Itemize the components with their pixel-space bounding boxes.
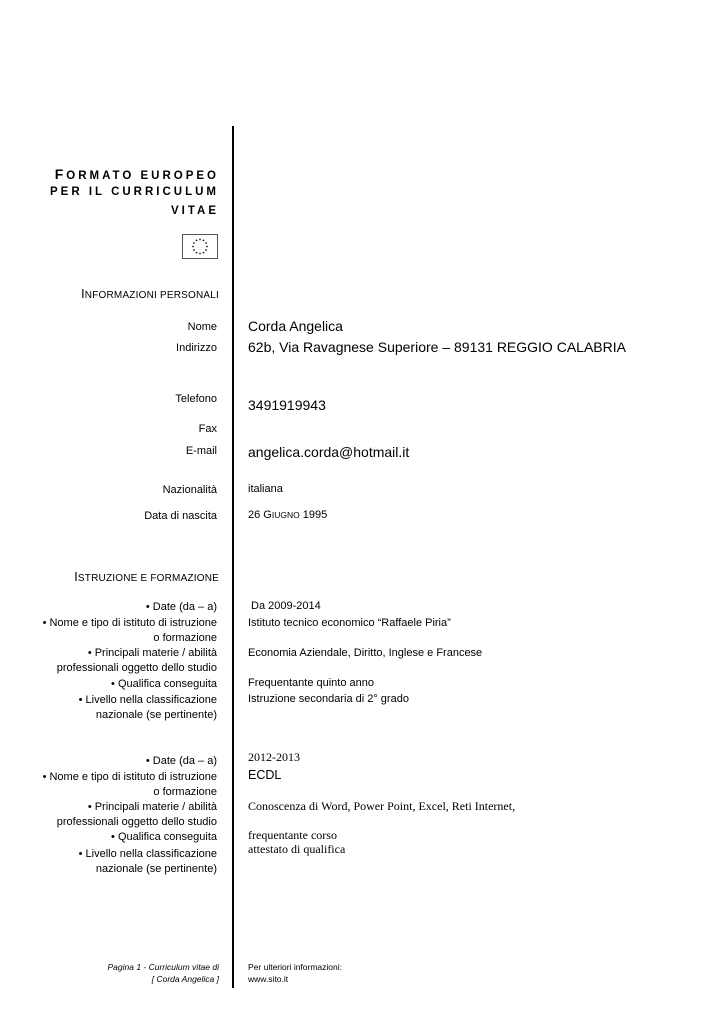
edu2-date-label: • Date (da – a) (145, 755, 217, 767)
section-title-personal: INFORMAZIONI PERSONALI (81, 287, 219, 301)
email-value: angelica.corda@hotmail.it (248, 444, 410, 460)
name-label: Nome (187, 321, 217, 333)
footer-page-info: Pagina 1 - Curriculum vitae di [ Corda Angelica ] (107, 962, 219, 984)
section-title-education: ISTRUZIONE E FORMAZIONE (74, 570, 219, 584)
edu1-qualification-label: • Qualifica conseguita (111, 678, 217, 690)
edu1-date-label: • Date (da – a) (145, 601, 217, 613)
birth-date-value: 26 GIUGNO 1995 (248, 509, 328, 521)
edu1-subjects-label: • Principali materie / abilità professionali oggetto dello studio (56, 647, 217, 674)
edu1-level-value: Istruzione secondaria di 2° grado (248, 693, 409, 705)
cv-title-line-1: FORMATO EUROPEO (54, 166, 219, 182)
edu2-subjects-value: Conoscenza di Word, Power Point, Excel, Reti Internet, (248, 799, 516, 813)
edu2-date-value: 2012-2013 (248, 750, 300, 764)
name-value: Corda Angelica (248, 318, 343, 334)
footer-website-link[interactable]: www.sito.it (248, 974, 289, 984)
edu1-date-value: Da 2009-2014 (251, 600, 321, 612)
birth-date-label: Data di nascita (144, 510, 217, 522)
email-label: E-mail (185, 445, 217, 457)
nationality-value: italiana (248, 483, 283, 495)
address-value: 62b, Via Ravagnese Superiore – 89131 REGGIO CALABRIA (248, 339, 626, 355)
cv-title-line-2: PER IL CURRICULUM (50, 186, 219, 198)
address-label: Indirizzo (176, 342, 217, 354)
edu2-institute-label: • Nome e tipo di istituto di istruzione o formazione (42, 771, 217, 798)
phone-value: 3491919943 (248, 397, 326, 413)
nationality-label: Nazionalità (162, 484, 217, 496)
edu1-institute-value: Istituto tecnico economico “Raffaele Piria” (248, 617, 451, 629)
edu2-level-label: • Livello nella classificazione nazionale (se pertinente) (78, 848, 217, 875)
cv-title-line-3: VITAE (170, 205, 219, 217)
edu2-qualification-label: • Qualifica conseguita (111, 831, 217, 843)
footer-contact-info: Per ulteriori informazioni: www.sito.it (248, 962, 343, 984)
fax-label: Fax (198, 423, 217, 435)
eu-flag-icon (182, 234, 218, 259)
edu1-qualification-value: Frequentante quinto anno (248, 677, 374, 689)
edu2-subjects-label: • Principali materie / abilità professionali oggetto dello studio (56, 801, 217, 828)
edu1-institute-label: • Nome e tipo di istituto di istruzione o formazione (42, 617, 217, 644)
edu2-qualification-value: frequentante corso attestato di qualifica (248, 828, 346, 856)
phone-label: Telefono (175, 393, 217, 405)
edu1-subjects-value: Economia Aziendale, Diritto, Inglese e Francese (248, 647, 483, 659)
edu1-level-label: • Livello nella classificazione nazionale (se pertinente) (78, 694, 217, 721)
edu2-institute-value: ECDL (248, 768, 282, 782)
vertical-divider (232, 126, 234, 988)
